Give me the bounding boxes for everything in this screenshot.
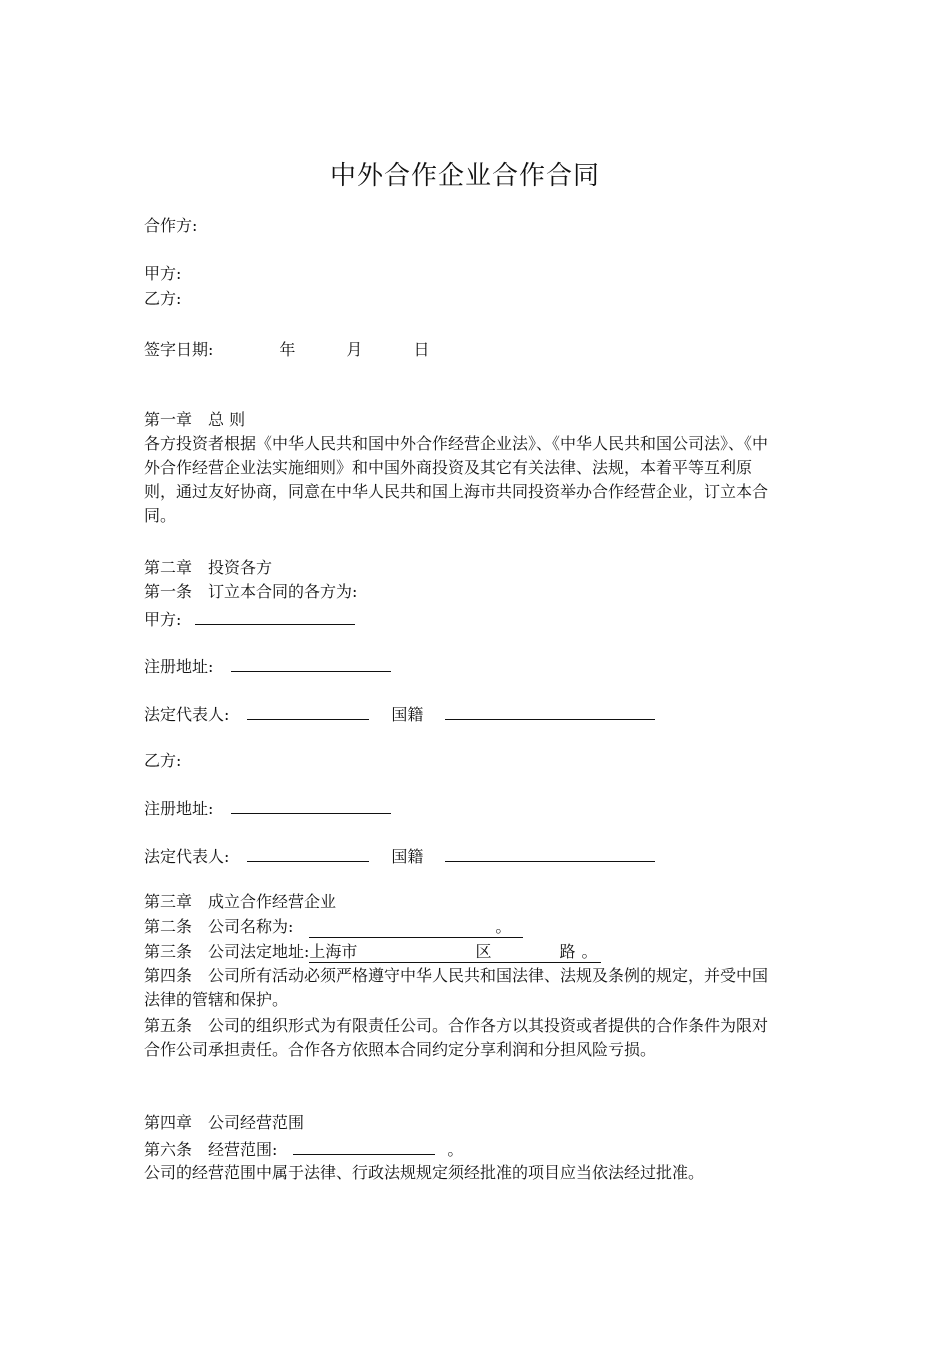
party-a-line bbox=[144, 262, 784, 286]
article4-paragraph bbox=[144, 964, 769, 1012]
party-a-address-label: 注册地址: bbox=[144, 657, 214, 676]
article-text: 经营范围: bbox=[208, 1140, 278, 1159]
party-b-rep-line bbox=[144, 843, 784, 869]
party-a-rep-line bbox=[144, 701, 784, 727]
chapter4-heading bbox=[144, 1111, 784, 1135]
party-b-nationality-blank[interactable] bbox=[445, 843, 655, 862]
chapter2-heading bbox=[144, 556, 784, 580]
company-name-blank[interactable]: 。 bbox=[309, 917, 523, 938]
business-scope-blank[interactable] bbox=[293, 1136, 435, 1155]
chapter-title: 公司经营范围 bbox=[208, 1113, 305, 1132]
party-b-rep-label: 法定代表人: bbox=[144, 847, 230, 866]
article-text: 公司的组织形式为有限责任公司。合作各方以其投资或者提供的合作条件为限对合作公司承担责任。合作各方依照本合同约定分享利润和分担风险亏损。 bbox=[144, 1016, 769, 1059]
chapter-number: 第四章 bbox=[144, 1113, 193, 1132]
party-a-address-line bbox=[144, 653, 784, 679]
party-a-nationality-label: 国籍 bbox=[391, 705, 424, 724]
party-b-address-line bbox=[144, 795, 784, 821]
chapter-title: 总 则 bbox=[208, 410, 246, 429]
signing-date-label: 签字日期: bbox=[144, 340, 214, 359]
article-number: 第一条 bbox=[144, 582, 193, 601]
chapter1-heading bbox=[144, 408, 784, 432]
road-text: 路 bbox=[559, 942, 576, 961]
party-a-name-blank[interactable] bbox=[195, 606, 355, 625]
article-text: 订立本合同的各方为: bbox=[208, 582, 358, 601]
chapter4-body: 公司的经营范围中属于法律、行政法规规定须经批准的项目应当依法经过批准。 bbox=[144, 1163, 705, 1182]
party-b-address-blank[interactable] bbox=[231, 795, 391, 814]
chapter3-heading bbox=[144, 890, 784, 914]
article-number: 第二条 bbox=[144, 917, 193, 936]
party-a-address-blank[interactable] bbox=[231, 653, 391, 672]
party-a-name-label: 甲方: bbox=[144, 610, 182, 629]
article5-paragraph bbox=[144, 1014, 769, 1062]
party-b-name-line bbox=[144, 749, 784, 773]
document-title: 中外合作企业合作合同 bbox=[329, 161, 600, 191]
party-b-name-label: 乙方: bbox=[144, 751, 182, 770]
article-text: 公司法定地址: bbox=[208, 942, 310, 961]
chapter-number: 第一章 bbox=[144, 410, 193, 429]
district-text: 区 bbox=[475, 942, 492, 961]
legal-address-blank[interactable]: 上海市 区 路 。 bbox=[309, 942, 601, 963]
article2-line bbox=[144, 915, 784, 939]
signing-date-line bbox=[144, 338, 784, 362]
article-number: 第三条 bbox=[144, 942, 193, 961]
party-b-address-label: 注册地址: bbox=[144, 799, 214, 818]
article1-line bbox=[144, 580, 784, 604]
party-a-rep-blank[interactable] bbox=[247, 701, 369, 720]
chapter-title: 投资各方 bbox=[208, 558, 273, 577]
article-number: 第四条 bbox=[144, 966, 193, 985]
party-a-rep-label: 法定代表人: bbox=[144, 705, 230, 724]
article-text: 公司名称为: bbox=[208, 917, 294, 936]
city-text: 上海市 bbox=[309, 942, 358, 961]
chapter-number: 第三章 bbox=[144, 892, 193, 911]
article-text: 公司所有活动必须严格遵守中华人民共和国法律、法规及条例的规定，并受中国法律的管辖和保护。 bbox=[144, 966, 769, 1009]
year-label: 年 bbox=[279, 340, 296, 359]
article-number: 第五条 bbox=[144, 1016, 193, 1035]
cooperators-label: 合作方: bbox=[144, 216, 198, 235]
party-b-line bbox=[144, 287, 784, 311]
party-a-name-line bbox=[144, 606, 784, 632]
day-label: 日 bbox=[413, 340, 430, 359]
party-a-nationality-blank[interactable] bbox=[445, 701, 655, 720]
chapter-title: 成立合作经营企业 bbox=[208, 892, 337, 911]
article6-line: 第六条 经营范围: 。 bbox=[144, 1136, 784, 1162]
party-b-rep-blank[interactable] bbox=[247, 843, 369, 862]
party-a-label: 甲方: bbox=[144, 264, 182, 283]
party-b-label: 乙方: bbox=[144, 289, 182, 308]
month-label: 月 bbox=[346, 340, 363, 359]
party-b-nationality-label: 国籍 bbox=[391, 847, 424, 866]
chapter-number: 第二章 bbox=[144, 558, 193, 577]
chapter1-body: 各方投资者根据《中华人民共和国中外合作经营企业法》、《中华人民共和国公司法》、《中外合作经营企业法实施细则》和中国外商投资及其它有关法律、法规，本着平等互利原则，通过友好协商，同意在中华人民共和国上海市共同投资举办合作经营企业，订立本合同。 bbox=[144, 434, 769, 525]
cooperators-line bbox=[144, 214, 784, 238]
article3-line bbox=[144, 940, 784, 964]
article-number: 第六条 bbox=[144, 1140, 193, 1159]
